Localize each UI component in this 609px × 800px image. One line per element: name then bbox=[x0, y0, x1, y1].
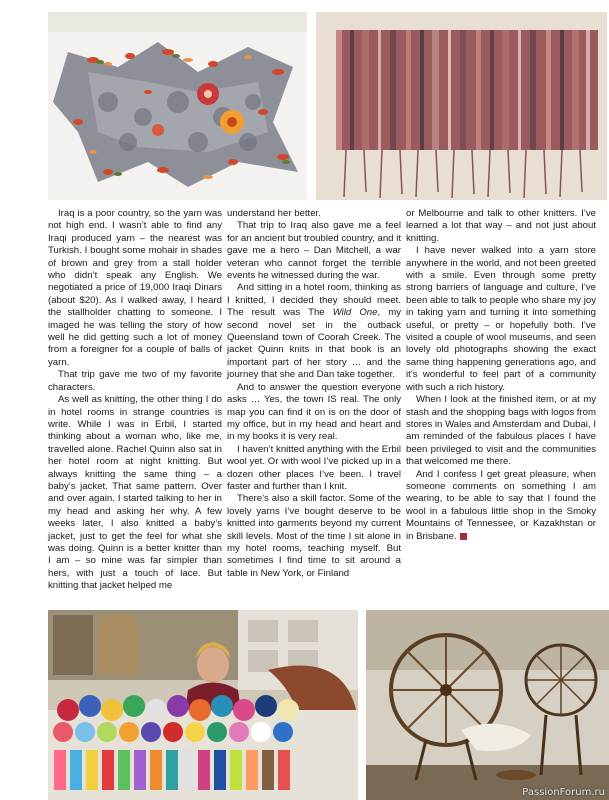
watermark: PassionForum.ru bbox=[522, 787, 605, 798]
photo-yarn-stall bbox=[48, 610, 358, 800]
scarf-striped-graphic bbox=[316, 12, 607, 200]
scarf-flowers-graphic bbox=[48, 12, 307, 200]
paragraph: That trip to Iraq also gave me a feel for an ancient but troubled country, and it gave me a hero – Dan Mitchell, a war veteran who cannot forget the terrible events he witnessed during the war. bbox=[227, 220, 401, 282]
paragraph: understand her better. bbox=[227, 208, 321, 219]
paragraph: I haven’t knitted anything with the Erbil wool yet. Or with wool I’ve picked up in a dozen other places I’ve been. I travel faster and further than I knit. bbox=[227, 443, 401, 492]
paragraph-text: And sitting in a hotel room, thinking as I knitted, I decided they should meet. The result was The bbox=[227, 282, 401, 319]
paragraph bbox=[227, 282, 401, 381]
paragraph-text: , my second novel set in the outback Queensland town of Coorah Creek. The jacket Quinn knits in that book is an important part of her story … and the journey that she and Dan take together. bbox=[227, 307, 401, 381]
spinning-wheels-graphic bbox=[366, 610, 609, 800]
text-column-1 bbox=[48, 208, 222, 593]
paragraph: When I look at the finished item, or at my stash and the shopping bags with logos from stores in Wales and Amsterdam and Dubai, I am reminded of the fabulous places I have been privileged to visit and the communities that welcomed me there. bbox=[406, 394, 596, 468]
paragraph: That trip gave me two of my favorite characters. bbox=[48, 369, 222, 393]
paragraph: Iraq is a poor country, so the yarn was not high end. I wasn’t able to find any Iraqi produced yarn – the nearest was Turkish. I bought some mohair in shades of brown and grey from a stall holder who didn’t speak any English. We negotiated a price of 19,000 Iraqi Dinars (about $20). As I walked away, I heard the stallholder chatting to someone. I imaged he was telling the story of how well he did getting such a lot of money from a foreigner for a couple of balls of yarn. bbox=[48, 208, 222, 368]
paragraph: And to answer the question everyone asks … Yes, the town IS real. The only map you can find it on is on the door of my office, but in my head and heart and in my books it is very real. bbox=[227, 381, 401, 443]
book-title: Wild One bbox=[332, 307, 378, 319]
photo-spinning-wheels bbox=[366, 610, 609, 800]
yarn-stall-graphic bbox=[48, 610, 358, 800]
text-column-2 bbox=[227, 208, 401, 580]
paragraph bbox=[406, 469, 596, 543]
end-of-article-icon bbox=[460, 533, 467, 540]
paragraph: As well as knitting, the other thing I do in hotel rooms in strange countries is write. While I was in Erbil, I started thinking about a woman who, like me, travelled alone. Rachel Quinn also sat in her hotel room at night knitting. But always knitting the same thing – a baby’s jacket. That same pattern. Over and over again. I started talking to her in my head and asking her why. A few weeks later, I also knitted a baby’s jacket, just to get the feel for what she was doing. Quinn is a better knitter than I am – so mine was far simpler than hers, with just a touch of lace. But knitting that jacket helped me bbox=[48, 394, 222, 592]
paragraph: I have never walked into a yarn store anywhere in the world, and not been greeted with a smile. Even through some pretty strong barriers of language and culture, I’ve been able to talk to people who share my joy in taking yarn and turning it into something useful, or pretty – or hopefully both. I’ve visited a couple of wool museums, and seen lovely old photographs showing the exact same thing happening generations ago, and it’s wonderful to feel part of a community with such a rich history. bbox=[406, 245, 596, 393]
paragraph: or Melbourne and talk to other knitters. I’ve learned a lot that way – and not just about knitting. bbox=[406, 208, 596, 244]
photo-scarf-striped bbox=[316, 12, 607, 200]
text-column-3 bbox=[406, 208, 596, 543]
photo-scarf-flowers bbox=[48, 12, 307, 200]
paragraph-text: And I confess I get great pleasure, when someone comments on something I am wearing, to be able to say that I found the wool in a fabulous little shop in the Smoky Mountains of Tennessee, or Kazakhstan or in Brisbane. bbox=[406, 468, 596, 542]
paragraph: There’s also a skill factor. Some of the lovely yarns I’ve bought deserve to be knitted into garments beyond my current skill levels. Most of the time I sit alone in my hotel rooms, teaching myself. But sometimes I find time to sit around a table in New York, or Finland bbox=[227, 493, 401, 579]
